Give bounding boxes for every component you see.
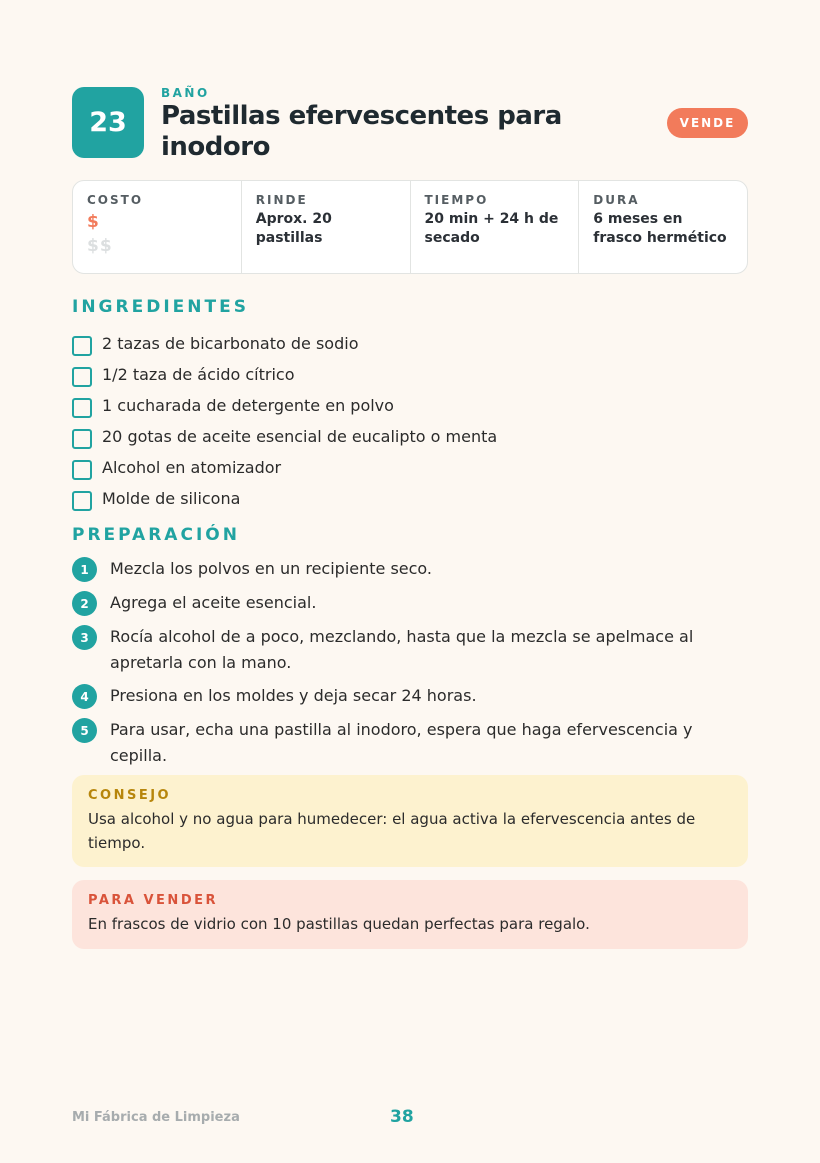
category-label: BAÑO	[161, 86, 210, 100]
ingredient-item	[72, 390, 748, 421]
ingredient-text: 1/2 taza de ácido cítrico	[102, 365, 295, 384]
ingredient-item	[72, 483, 748, 514]
info-lasts-value: 6 meses en frasco hermético	[593, 211, 727, 246]
sell-badge: VENDE	[667, 108, 748, 138]
cost-inactive: $$	[87, 236, 113, 256]
checkbox[interactable]	[72, 491, 92, 511]
sell-label: PARA VENDER	[88, 893, 218, 908]
recipe-page	[72, 0, 748, 1163]
preparation-heading: PREPARACIÓN	[72, 525, 240, 545]
checkbox[interactable]	[72, 336, 92, 356]
step-item	[72, 590, 712, 616]
step-item	[72, 683, 712, 709]
checkbox[interactable]	[72, 460, 92, 480]
info-lasts-label: DURA	[593, 193, 640, 207]
page-title: Pastillas efervescentes para inodoro	[161, 101, 562, 162]
step-text: Rocía alcohol de a poco, mezclando, hasta que la mezcla se apelmace al apretarla con la mano.	[110, 627, 694, 672]
info-yield	[242, 181, 411, 273]
info-cost	[73, 181, 242, 273]
step-item	[72, 556, 712, 582]
recipe-number-badge: 23	[72, 87, 144, 158]
step-item	[72, 717, 712, 768]
info-time-value: 20 min + 24 h de secado	[424, 211, 559, 246]
ingredient-item	[72, 359, 748, 390]
tip-label: CONSEJO	[88, 788, 172, 803]
ingredient-item	[72, 452, 748, 483]
step-text: Para usar, echa una pastilla al inodoro, espera que haga efervescencia y cepilla.	[110, 720, 693, 765]
ingredients-list	[72, 328, 748, 514]
step-number: 3	[72, 625, 97, 650]
info-yield-label: RINDE	[255, 193, 308, 207]
step-number: 5	[72, 718, 97, 743]
step-text: Presiona en los moldes y deja secar 24 horas.	[110, 686, 477, 705]
ingredients-heading: INGREDIENTES	[72, 297, 249, 317]
step-item	[72, 624, 712, 675]
sell-text: En frascos de vidrio con 10 pastillas quedan perfectas para regalo.	[88, 915, 590, 933]
ingredient-text: Alcohol en atomizador	[102, 458, 282, 477]
info-grid	[72, 180, 748, 274]
ingredient-item	[72, 421, 748, 452]
ingredient-item	[72, 328, 748, 359]
page-number: 38	[390, 1107, 414, 1127]
info-time-label: TIEMPO	[424, 193, 489, 207]
info-yield-value: Aprox. 20 pastillas	[255, 211, 332, 246]
step-text: Mezcla los polvos en un recipiente seco.	[110, 559, 433, 578]
tip-box	[72, 775, 748, 867]
ingredient-text: 1 cucharada de detergente en polvo	[102, 396, 394, 415]
ingredient-text: 2 tazas de bicarbonato de sodio	[102, 334, 359, 353]
step-number: 4	[72, 684, 97, 709]
sell-box	[72, 880, 748, 949]
info-cost-label: COSTO	[87, 193, 144, 207]
tip-text: Usa alcohol y no agua para humedecer: el agua activa la efervescencia antes de tiempo.	[88, 810, 696, 852]
step-number: 2	[72, 591, 97, 616]
info-lasts	[579, 181, 747, 273]
ingredient-text: Molde de silicona	[102, 489, 241, 508]
preparation-steps	[72, 556, 712, 776]
checkbox[interactable]	[72, 367, 92, 387]
checkbox[interactable]	[72, 429, 92, 449]
info-time	[411, 181, 580, 273]
cost-active: $	[87, 212, 99, 232]
footer-brand: Mi Fábrica de Limpieza	[72, 1110, 240, 1125]
ingredient-text: 20 gotas de aceite esencial de eucalipto o menta	[102, 427, 498, 446]
checkbox[interactable]	[72, 398, 92, 418]
step-number: 1	[72, 557, 97, 582]
step-text: Agrega el aceite esencial.	[110, 593, 317, 612]
